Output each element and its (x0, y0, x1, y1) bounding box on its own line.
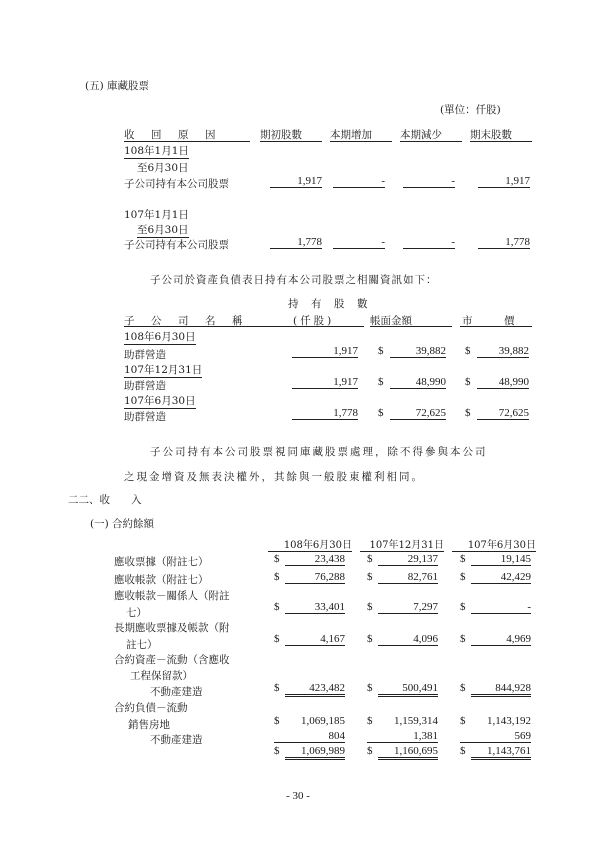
total-value: 1,069,989 (285, 745, 345, 760)
currency-sign: $ (367, 633, 373, 645)
currency-sign: $ (367, 745, 373, 757)
currency-sign: $ (460, 571, 466, 583)
revenue-row-label: 銷售房地 (128, 719, 170, 731)
revenue-value: 4,167 (285, 633, 345, 646)
currency-sign: $ (465, 376, 471, 388)
revenue-value: 82,761 (378, 571, 438, 584)
currency-sign: $ (367, 601, 373, 613)
revenue-row-label: 應收票據（附註七） (114, 556, 209, 568)
currency-sign: $ (460, 633, 466, 645)
currency-sign: $ (367, 571, 373, 583)
revenue-row-label: 應收帳款（附註七） (114, 574, 209, 586)
holding-name: 助群營造 (124, 349, 166, 361)
header-underline (470, 141, 532, 142)
header-underline (400, 141, 462, 142)
holding-market: 39,882 (477, 345, 529, 358)
revenue-row-label: 應收帳款－關係人（附註 (114, 590, 230, 602)
revenue-value: 19,145 (471, 553, 531, 566)
revenue-value: 4,969 (471, 633, 531, 646)
revenue-value: 1,381 (367, 730, 438, 743)
period-label: 107年1月1日 (124, 209, 189, 221)
header-increase: 本期增加 (330, 129, 372, 141)
currency-sign: $ (460, 715, 466, 727)
revenue-row-label: 工程保留款） (130, 670, 193, 682)
value-cell: - (333, 236, 385, 249)
revenue-value: 1,143,192 (487, 715, 531, 727)
period-label: 108年1月1日 (124, 145, 189, 157)
currency-sign: $ (274, 553, 280, 565)
holding-date: 107年12月31日 (124, 364, 203, 376)
total-value: 1,143,761 (471, 745, 531, 760)
currency-sign: $ (274, 745, 280, 757)
holding-name: 助群營造 (124, 380, 166, 392)
value-cell: 1,778 (478, 236, 530, 249)
revenue-value: - (471, 601, 531, 614)
row-label: 子公司持有本公司股票 (124, 178, 229, 190)
header-decrease: 本期減少 (400, 129, 442, 141)
period-label: 至6月30日 (137, 224, 189, 236)
currency-sign: $ (274, 682, 280, 694)
page-number: - 30 - (286, 790, 310, 802)
holding-shares: 1,917 (292, 376, 358, 389)
revenue-row-label: 七） (126, 607, 147, 619)
revenue-row-label: 長期應收票據及帳款（附 (114, 622, 230, 634)
header-underline (460, 326, 532, 327)
value-cell: - (333, 175, 385, 188)
value-cell: - (403, 236, 455, 249)
header-book-value: 帳面金額 (370, 315, 412, 327)
revenue-row-label: 不動產建造 (150, 686, 203, 698)
currency-sign: $ (367, 715, 373, 727)
currency-sign: $ (465, 407, 471, 419)
revenue-row-label: 合約資產－流動（含應收 (114, 654, 230, 666)
holding-book: 72,625 (390, 407, 446, 420)
revenue-value: 23,438 (285, 553, 345, 566)
currency-sign: $ (465, 345, 471, 357)
currency-sign: $ (274, 715, 280, 727)
revenue-value: 76,288 (285, 571, 345, 584)
header-opening: 期初股數 (260, 129, 302, 141)
header-underline (330, 141, 392, 142)
section-title-treasury: (五) 庫藏股票 (85, 80, 150, 92)
value-cell: 1,917 (270, 175, 322, 188)
revenue-value: 423,482 (285, 682, 345, 697)
holding-market: 48,990 (477, 376, 529, 389)
header-market-value: 市 價 (462, 315, 515, 327)
holding-name: 助群營造 (124, 411, 166, 423)
currency-sign: $ (378, 345, 384, 357)
value-cell: 1,917 (478, 175, 530, 188)
column-header-date: 107年12月31日 (360, 536, 444, 552)
revenue-value: 29,137 (378, 553, 438, 566)
column-header-date: 107年6月30日 (452, 536, 536, 552)
currency-sign: $ (460, 601, 466, 613)
currency-sign: $ (378, 407, 384, 419)
value-cell: - (403, 175, 455, 188)
header-holding-shares: 持 有 股 數 (288, 298, 369, 310)
header-reason: 收 回 原 因 (124, 129, 219, 141)
period-label: 至6月30日 (137, 162, 189, 174)
holding-book: 39,882 (390, 345, 446, 358)
holding-shares: 1,778 (292, 407, 358, 420)
total-value: 1,160,695 (378, 745, 438, 760)
header-thousand-shares: (仟股) (293, 315, 335, 327)
currency-sign: $ (460, 745, 466, 757)
revenue-value: 500,491 (378, 682, 438, 697)
currency-sign: $ (274, 633, 280, 645)
paragraph-line: 之現金增資及無表決權外，其餘與一般股東權利相同。 (124, 471, 424, 483)
currency-sign: $ (274, 571, 280, 583)
holding-market: 72,625 (477, 407, 529, 420)
revenue-value: 33,401 (285, 601, 345, 614)
currency-sign: $ (274, 601, 280, 613)
section-title-revenue: 二二、收 入 (68, 494, 142, 506)
holding-date: 108年6月30日 (124, 331, 196, 343)
currency-sign: $ (378, 376, 384, 388)
revenue-value: 1,069,185 (301, 715, 345, 727)
revenue-value: 804 (274, 730, 345, 743)
header-subsidiary: 子 公 司 名 稱 (124, 315, 246, 327)
revenue-value: 569 (460, 730, 531, 743)
row-label: 子公司持有本公司股票 (124, 239, 229, 251)
currency-sign: $ (367, 682, 373, 694)
header-underline (124, 141, 250, 142)
paragraph-line: 子公司持有本公司股票視同庫藏股票處理，除不得參與本公司 (150, 446, 488, 458)
currency-sign: $ (460, 553, 466, 565)
header-closing: 期末股數 (470, 129, 512, 141)
header-underline (260, 141, 322, 142)
revenue-row-label: 註七） (126, 639, 158, 651)
revenue-value: 42,429 (471, 571, 531, 584)
column-header-date: 108年6月30日 (268, 536, 352, 552)
holding-date: 107年6月30日 (124, 395, 196, 407)
currency-sign: $ (460, 682, 466, 694)
revenue-row-label: 不動產建造 (150, 734, 203, 746)
unit-label: (單位：仟股) (440, 104, 501, 116)
revenue-value: 1,159,314 (394, 715, 438, 727)
currency-sign: $ (367, 553, 373, 565)
subsection-title: (一) 合約餘額 (90, 518, 155, 530)
holding-book: 48,990 (390, 376, 446, 389)
revenue-value: 844,928 (471, 682, 531, 697)
holding-shares: 1,917 (292, 345, 358, 358)
header-underline (370, 326, 452, 327)
revenue-value: 7,297 (378, 601, 438, 614)
value-cell: 1,778 (270, 236, 322, 249)
revenue-value: 4,096 (378, 633, 438, 646)
revenue-row-label: 合約負債－流動 (114, 702, 188, 714)
holding-note: 子公司於資產負債表日持有本公司股票之相關資訊如下： (150, 274, 438, 286)
